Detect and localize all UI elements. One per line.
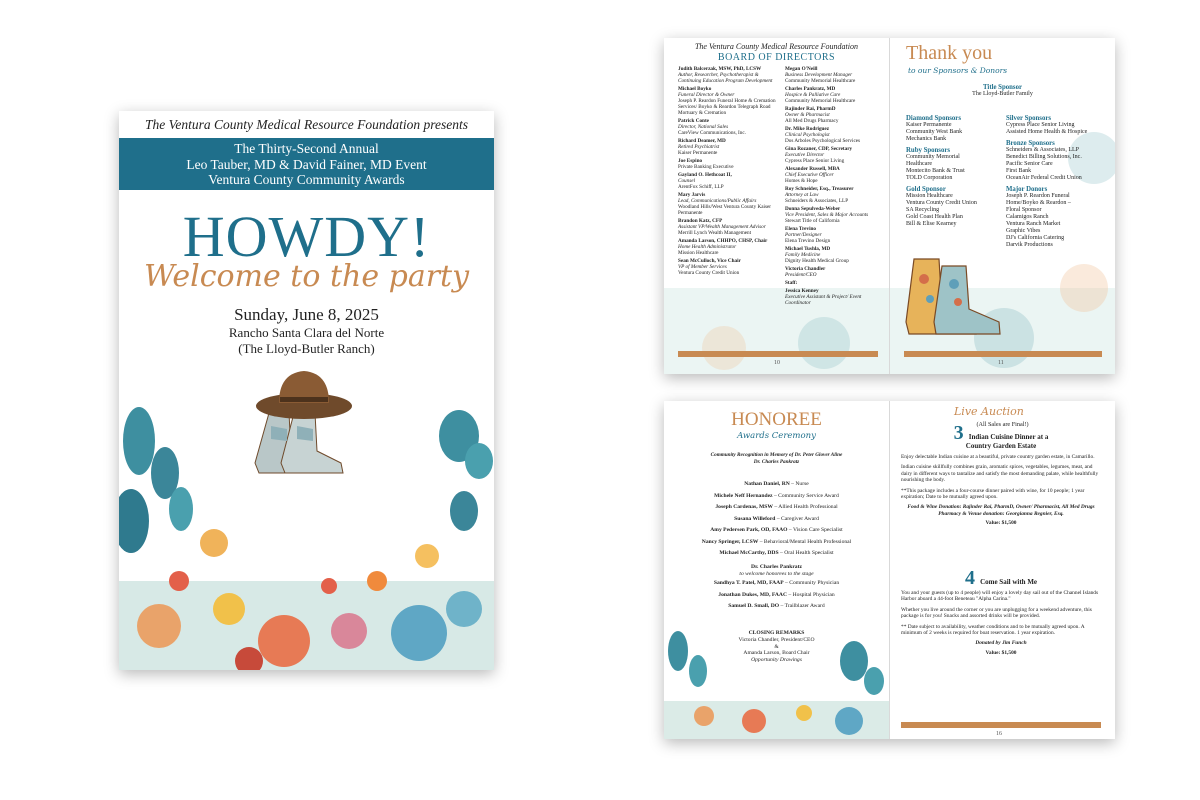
board-member [785,226,885,244]
closing-amp: & [774,643,779,650]
board-member [678,192,778,216]
board-member-name: Michael Boyko [678,86,712,92]
board-column-2 [785,66,885,308]
board-member-org: Woodland Hills/West Ventura County Kaiser Permanente [678,204,772,216]
board-member [785,246,885,264]
board-member-org: Schneiders & Associates, LLP [785,198,849,204]
board-member-org: ArentFox Schiff, LLP [678,184,724,190]
board-member-name: Dr. Mike Rodriguez [785,126,830,132]
board-member-org: Private Banking Executive [678,164,734,170]
sponsor-group-label: Bronze Sponsors [1006,140,1055,147]
page-fold [889,401,890,739]
item-4-p2: Whether you live around the corner or you are unplugging for a weekend adventure, this package is for you! Snacks and assorted drinks will be provided. [901,606,1092,620]
board-member [785,280,885,286]
board-member-role: Chief Executive Officer [785,172,834,178]
sponsors-right-column [1006,115,1114,253]
board-member [785,86,885,104]
sponsor-group [906,147,1006,182]
sponsor-name: First Bank [1006,168,1032,174]
item-3-p3: **This package includes a four-course dinner paired with wine, for 10 people; 1 year expiration; Date to be mutually agreed upon. [901,487,1085,501]
board-member-org: All Med Drugs Pharmacy [785,118,839,124]
honoree-row [664,479,889,491]
cover-date: Sunday, June 8, 2025 [234,305,379,324]
sponsor-name: Bill & Elise Kearney [906,221,957,227]
honoree-auction-spread [664,401,1115,739]
banner-line-2: Leo Tauber, MD & David Fainer, MD Event [186,156,427,172]
program-cover [119,111,494,670]
sponsor-name: Home/Boyko & Reardon – [1006,200,1071,206]
closing-line-2: Amanda Larson, Board Chair [743,650,810,657]
board-member-name: Megan O'Neill [785,66,818,72]
board-member-name: Mary Jarvis [678,192,706,198]
cover-presents: The Ventura County Medical Resource Foundation presents [145,117,468,132]
sponsor-group-label: Silver Sponsors [1006,115,1052,122]
sponsor-name: Schneiders & Associates, LLP [1006,147,1079,153]
board-member-org: Homes & Hope [785,178,818,184]
honoree-award: – Behavioral/Mental Health Professional [758,538,852,545]
board-member-role: Hospice & Palliative Care [785,92,841,98]
item-3-title-2: Country Garden Estate [965,442,1037,450]
item-4-number: 4 [964,567,975,589]
board-member-name: Judith Balcerzak, MSW, PhD, LCSW [678,66,762,72]
page-number-11: 11 [998,360,1004,366]
board-member-role: Retired Psychiatrist [678,144,720,150]
honoree-award: – Allied Health Professional [773,504,838,510]
closing-head: CLOSING REMARKS [748,630,805,636]
honoree-name: Susana Willeford [734,515,776,522]
cover-headline: HOWDY! [182,204,431,269]
honoree-row [664,514,889,526]
title-sponsor-label: Title Sponsor [983,84,1022,91]
board-member [678,218,778,236]
sponsor-name: Floral Sponsor [1006,207,1042,213]
board-member-org: Mission Healthcare [678,250,719,256]
board-member-name: Gina Rozaner, CDP, Secretary [785,146,853,152]
board-member [678,158,778,170]
board-member-role: Director, National Sales [678,124,729,130]
board-member-name: Sean McCulloch, Vice Chair [678,258,741,264]
board-member-org: Kaiser Permanente [678,150,718,156]
auction-all-final: (All Sales are Final!) [976,421,1029,428]
board-member-role: Attorney at Law [785,192,819,198]
honoree-award: – Community Service Award [772,492,839,499]
cover-welcome: Welcome to the party [143,259,470,294]
welcome-note: to welcome honorees to the stage [739,571,814,577]
board-member [678,86,778,116]
honoree-row [664,525,889,537]
board-member-role: Partner/Designer [785,232,822,238]
honoree-name: Nathan Daniel, RN [744,481,790,487]
sponsor-name: OceanAir Federal Credit Union [1006,175,1082,181]
closing-line-1: Victoria Chandler, President/CEO [738,636,815,643]
board-member [785,288,885,306]
item-4-title: Come Sail with Me [980,578,1038,586]
sponsor-group-label: Major Donors [1006,186,1048,193]
board-member [785,166,885,184]
honoree-row [664,502,889,514]
board-member-org: Cypress Place Senior Living [785,158,845,164]
board-member-role: Funeral Director & Owner [678,92,735,98]
sponsor-name: Kaiser Permanente [906,122,952,128]
item-4-p3: ** Date subject to availability, weather conditions and to be mutually agreed upon. A minimum of 2 weeks is required for boat reservation. 1 year expiration. [901,623,1085,637]
board-member [785,266,885,278]
board-member-org: Merrill Lynch Wealth Management [678,230,752,236]
honoree-list [664,479,889,613]
honoree-row [664,491,889,503]
honoree-name: Amy Pedersen Park, OD, FAAO [710,527,788,533]
honoree-subtitle: Awards Ceremony [737,431,816,441]
board-member-org: Community Memorial Healthcare [785,78,856,84]
board-member-name: Donna Sepulveda-Weber [785,206,841,212]
cover-venue [119,325,494,357]
cover-banner [119,138,494,190]
board-member-org: Community Memorial Healthcare [785,98,856,104]
item-4-p1: You and your guests (up to 4 people) will enjoy a lovely day sail out of the Channel Islands Harbor aboard a 44-foot Beneteau "Alpha Carina." [901,590,1099,603]
honoree-award: – Caregiver Award [775,515,819,522]
board-member-name: Elena Trevino [785,226,816,232]
board-member-org: Ventura County Credit Union [678,270,740,276]
cowboy-hat-icon [256,371,352,419]
honoree-name: Samuel D. Small, DO [728,603,780,609]
board-member [785,126,885,144]
item-3-p1: Enjoy delectable Indian cuisine at a beautiful, private country garden estate, in Camarillo. [901,454,1095,460]
welcome-presenter-name: Dr. Charles Pankratz [751,563,802,570]
honoree-row [664,590,889,602]
board-member-role: Vice President, Sales & Major Accounts [785,212,869,218]
board-member [785,66,885,84]
board-member [678,138,778,156]
sponsor-group [1006,186,1114,249]
live-auction-title: Live Auction [954,405,1024,418]
sponsor-name: Pacific Senior Care [1006,161,1053,167]
honoree-title: HONOREE [731,409,822,430]
board-member-role: Family Medicine [785,252,821,258]
thank-you-heading: Thank you [906,42,993,64]
board-member-org: Elena Trevino Design [785,238,831,244]
board-member-name: Richard Deamer, MD [678,138,726,144]
page-number-10: 10 [774,360,780,366]
board-column-1 [678,66,778,278]
board-member-name: Victoria Chandler [785,266,826,272]
board-member-role: President/CEO [785,272,817,278]
board-member [678,258,778,276]
board-member-role: Home Health Administrator [678,244,737,250]
sponsor-name: Montecito Bank & Trust [906,168,965,174]
sponsor-name: Joseph P. Reardon Funeral [1006,193,1070,199]
honoree-row [664,537,889,549]
board-member-name: Gayland O. Hethcoat II, [678,172,732,178]
honoree-award: – Community Physician [783,580,840,586]
board-member-role: Counsel [678,178,696,184]
sponsor-group-label: Gold Sponsor [906,186,946,193]
cowboy-boots-icon [255,413,343,473]
sponsor-name: SA Recycling [906,207,940,213]
closing-line-3: Opportunity Drawings [751,657,802,664]
cover-artwork [119,111,494,670]
sponsor-group [906,115,1006,143]
board-member-name: Joe Espino [678,158,703,164]
board-member-name: Amanda Larson, CHHPO, CHSP, Chair [678,238,768,244]
auction-item-4 [901,567,1101,656]
sponsor-name: Darvik Productions [1006,242,1053,248]
sponsor-group [906,186,1006,228]
sponsors-subtitle: to our Sponsors & Donors [908,66,1008,75]
honoree-award: – Nurse [789,481,809,487]
board-heading: BOARD OF DIRECTORS [717,52,836,63]
board-member-name: Roy Schneider, Esq., Treasurer [785,186,854,192]
sponsor-name: Graphic Vibes [1006,228,1041,234]
board-member [678,238,778,256]
honoree-row [664,578,889,590]
board-member-org: Stewart Title of California [785,218,840,224]
board-member [678,66,778,84]
board-member-name: Michael Tushla, MD [785,246,831,252]
sponsor-group [1006,140,1114,182]
board-member-org: CareView Communications, Inc. [678,130,746,136]
board-member-role: Owner & Pharmacist [785,112,830,118]
memo-line-1: Community Recognition in Memory of Dr. Peter Glover Aline [710,452,843,458]
decorated-boots-icon [904,254,1004,344]
board-member [678,172,778,190]
honoree-award: – Oral Health Specialist [778,550,834,556]
board-member-role: Author, Researcher, Psychotherapist & Continuing Education Program Development [678,72,773,84]
board-member-name: Rajinder Rai, PharmD [785,106,836,112]
board-member-org: Dignity Health Medical Group [785,258,849,264]
title-sponsor-name: The Lloyd-Butler Family [972,91,1033,97]
sponsor-name: Benedict Billing Solutions, Inc. [1006,154,1082,160]
sponsor-name: DJ's California Catering [1006,235,1065,241]
board-member-name: Jessica Kenney [785,288,819,294]
sponsors-left-column [906,115,1006,232]
honoree-name: Nancy Springer, LCSW [701,538,759,545]
board-member-name: Staff: [785,280,798,286]
honoree-memo [664,452,889,465]
footer-bar-right [904,351,1102,357]
board-member [785,146,885,164]
item-3-value: Value: $1,500 [985,520,1017,527]
board-member-role: VP of Member Services [678,264,727,270]
board-member-role: Assistant VP/Wealth Management Advisor [678,224,766,230]
board-member-role: Executive Assistant & Project/ Event Coordinator [785,294,862,306]
board-member [785,106,885,124]
board-member-name: Charles Pankratz, MD [785,86,836,92]
board-member-name: Alexander Russell, MBA [785,166,840,172]
item-4-donation: Donated by Jim Funch [975,640,1027,647]
banner-line-1: The Thirty-Second Annual [234,141,379,156]
sponsor-name: Mechanics Bank [906,136,947,142]
banner-line-3: Ventura County Community Awards [208,172,405,187]
memo-line-2: Dr. Charles Pankratz [753,458,800,465]
page-number-16: 16 [996,731,1002,737]
board-member [678,118,778,136]
item-3-number: 3 [953,422,964,444]
board-member-role: Lead, Communications/Public Affairs [678,198,757,204]
sponsor-name: Cypress Place Senior Living [1006,122,1075,128]
honoree-row [664,601,889,613]
sponsor-name: Calamigos Ranch [1006,214,1049,220]
title-sponsor [890,84,1115,98]
board-member-org: Dos Arboles Psychological Services [785,138,861,144]
board-member-role: Business Development Manager [785,72,853,78]
board-member-role: Clinical Psychologist [785,132,830,138]
sponsor-name: Mission Healthcare [906,193,953,199]
sponsor-group-label: Ruby Sponsors [906,147,951,154]
honoree-award: – Trailblazer Award [779,603,825,609]
board-sponsors-spread [664,38,1115,374]
footer-bar-auction [901,722,1101,728]
sponsor-name: TOLD Corporation [906,175,953,181]
board-member-role: Executive Director [785,152,825,158]
honoree-cactus-art [664,621,889,739]
sponsor-name: Community Memorial [906,154,960,160]
sponsor-group [1006,115,1114,136]
honoree-name: Michael McCarthy, DDS [719,550,779,556]
board-member [785,206,885,224]
honoree-award: – Vision Care Specialist [787,527,843,533]
honoree-name: Jonathan Dukes, MD, FAAC [718,591,788,598]
sponsor-name: Ventura Ranch Market [1006,221,1061,227]
item-4-value: Value: $1,500 [985,649,1017,656]
honoree-name: Michele Neff Hernandez [714,492,773,499]
honoree-name: Joseph Cardenas, MSW [715,504,773,510]
sponsor-name: Assisted Home Health & Hospice [1006,129,1088,135]
sponsor-name: Healthcare [906,161,932,167]
board-member-name: Patrick Conte [678,118,709,124]
board-member [785,186,885,204]
honoree-name: Sandhya T. Patel, MD, FAAP [713,580,784,586]
sponsor-name: Community West Bank [906,129,963,135]
sponsor-group-label: Diamond Sponsors [906,115,961,122]
honoree-award: – Hospital Physician [787,591,835,598]
venue-line-2: (The Lloyd-Butler Ranch) [238,341,375,356]
sponsor-name: Ventura County Credit Union [906,200,977,206]
item-3-p2: Indian cuisine skillfully combines grain, aromatic spices, vegetables, legumes, meat, and dairy in different ways to tantalize and satisfy the most demanding palate, while healthfully nourishing the body. [901,464,1099,484]
board-member-org: Joseph P. Reardon Funeral Home & Cremation Services/ Boyko & Reardon Telegraph Road Mortuary & Cremation [678,98,776,116]
board-foundation: The Ventura County Medical Resource Foundation [694,42,858,51]
item-3-title-1: Indian Cuisine Dinner at a [968,433,1049,441]
honoree-row [664,548,889,560]
footer-bar-left [678,351,878,357]
item-3-donation: Food & Wine Donation: Rajinder Rai, PharmD, Owner/ Pharmacist, All Med Drugs Pharmacy & Venue donation: Georgianna Regnier, Esq. [907,504,1095,517]
sponsor-name: Gold Coast Health Plan [906,214,963,220]
board-member-name: Brandon Katz, CFP [678,218,723,224]
venue-line-1: Rancho Santa Clara del Norte [228,325,385,340]
